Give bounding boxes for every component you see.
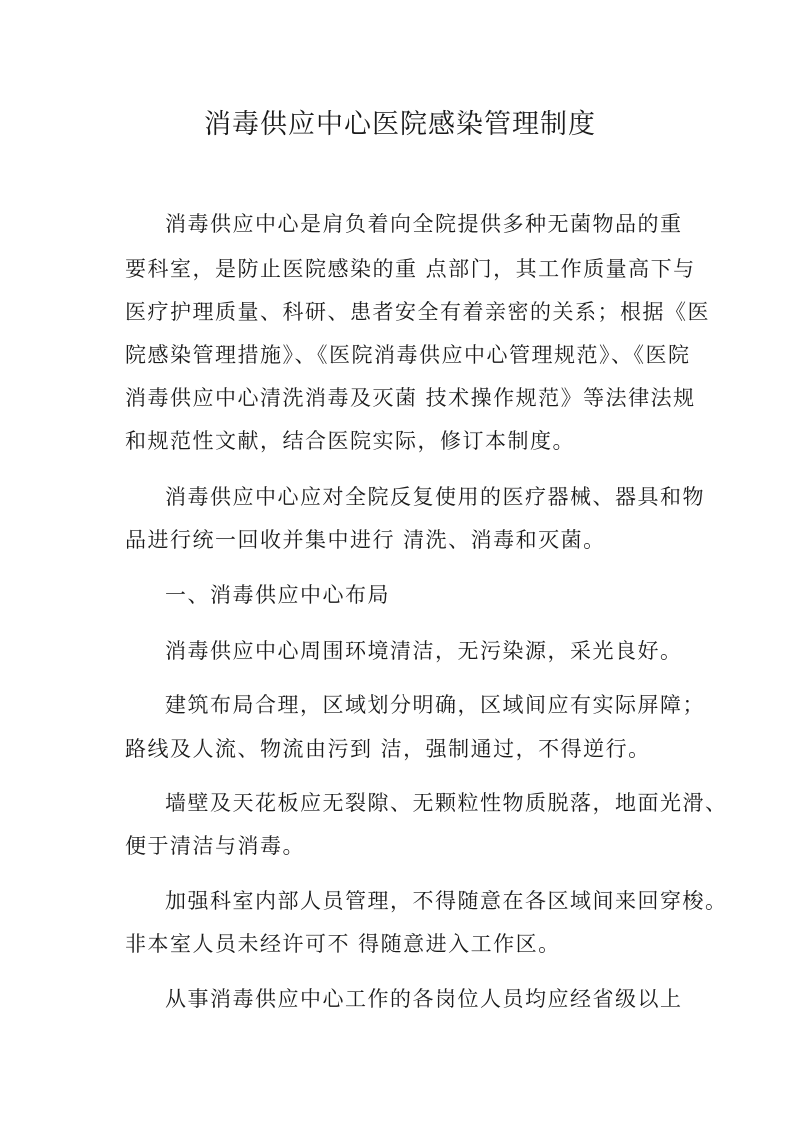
- paragraph-line: 消毒供应中心是肩负着向全院提供多种无菌物品的重: [165, 212, 683, 236]
- paragraph-line: 便于清洁与消毒。: [125, 834, 305, 858]
- document-title: 消毒供应中心医院感染管理制度: [204, 109, 596, 140]
- paragraph-line: 路线及人流、物流由污到 洁，强制通过，不得逆行。: [125, 737, 651, 761]
- paragraph-line: 医疗护理质量、科研、患者安全有着亲密的关系；根据《医: [125, 300, 710, 324]
- paragraph-line: 非本室人员未经许可不 得随意进入工作区。: [125, 932, 561, 956]
- paragraph-line: 和规范性文献，结合医院实际，修订本制度。: [125, 429, 575, 453]
- paragraph-line: 院感染管理措施》、《医院消毒供应中心管理规范》、《医院: [125, 343, 691, 367]
- section-heading-text: 一、消毒供应中心布局: [165, 583, 390, 607]
- paragraph-line: 加强科室内部人员管理，不得随意在各区域间来回穿梭。: [165, 889, 728, 913]
- paragraph-line: 消毒供应中心应对全院反复使用的医疗器械、器具和物: [165, 485, 705, 509]
- paragraph-line: 消毒供应中心清洗消毒及灭菌 技术操作规范》等法律法规: [125, 386, 696, 410]
- paragraph-line: 从事消毒供应中心工作的各岗位人员均应经省级以上: [165, 987, 683, 1011]
- paragraph-line: 要科室，是防止医院感染的重 点部门，其工作质量高下与: [125, 257, 696, 281]
- paragraph-line: 墙壁及天花板应无裂隙、无颗粒性物质脱落，地面光滑、: [165, 791, 728, 815]
- paragraph-line: 消毒供应中心周围环境清洁，无污染源，采光良好。: [165, 639, 683, 663]
- paragraph-line: 建筑布局合理，区域划分明确，区域间应有实际屏障；: [165, 693, 705, 717]
- paragraph-line: 品进行统一回收并集中进行 清洗、消毒和灭菌。: [125, 528, 606, 552]
